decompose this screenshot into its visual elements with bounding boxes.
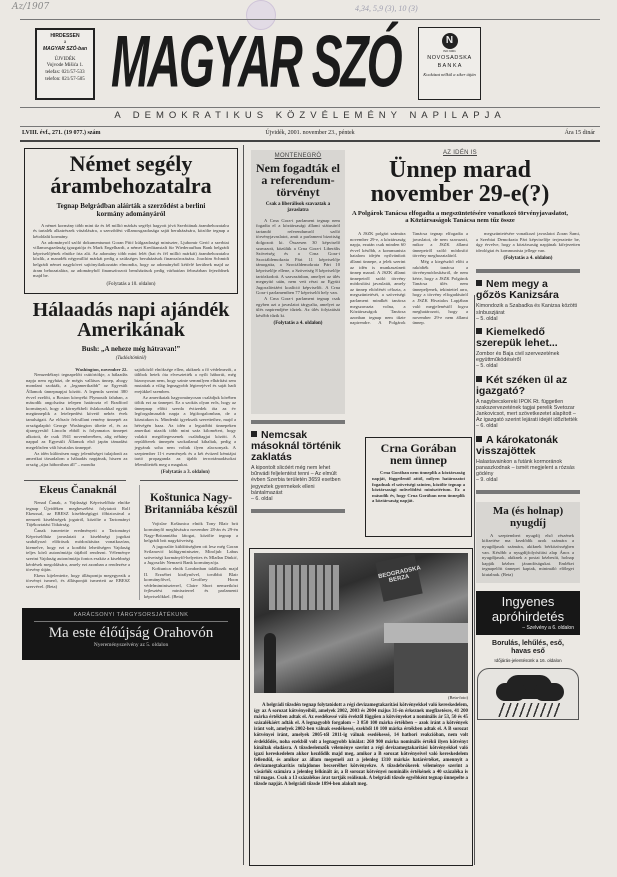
desc: A nagybecskereki IPOK Rt. független szakszervezetének tagjai perelik Svetozar Jankovicsot, mert szövetkezetet alapított – Az igazgató szerint lejárati idejét időzítették: [476, 398, 578, 424]
bank-name-2: B A N K A: [437, 63, 462, 69]
headline[interactable]: Hálaadás napi ajándék Amerikának: [32, 298, 230, 342]
paragraph: A német kormány több mint tíz és fél millió márkás segélyt hagyott jóvá Szerbiának árambehozatalra és tartalék alkatrészek vásárlására, a szerződést villamosgazdasága saját beruházására, közölte tegnap a kétoldalú kormány.: [33, 222, 229, 240]
paragraph: Čanak ismertette eredményeit a Tartományi Képviselőház javaslatait a kisebbségi jogokat szabályozó előírások módosítására vonatkozóan, kiemelve, hogy ezt a korábbi lehetőségen Vajdaság teljes körű autonómiája útjából rendezni. Véleménye szerint Vajdaság autonómiája fontos eszköz a kisebbségi kérdések megoldására, amely ezt azonban a rendezése a törvény útján.: [26, 528, 130, 573]
weather-title: Borulás, lehűlés, eső, havas eső: [492, 639, 564, 655]
handwriting: Az/1907: [12, 2, 50, 12]
stamp-note: 4,34, 5,9 (3), 10 (3): [355, 4, 418, 13]
headline[interactable]: Nem fogadták el a referendum-törvényt: [256, 161, 340, 200]
teaser-desc: A kipontolt slicóért még nem lehet bűnvádi feljelentést tenni – Az elmúlt évben Szerbia területén 3659 esetben jegyeztek gyermekek elleni bántalmazást: [251, 465, 341, 496]
article-montenegro: [251, 150, 345, 414]
paragraph: Az adományról szóló dokumentumot Goran Pitić külgazdasági miniszter, Ljubomir Gerić a szerbiai villamosgazdaság igazgatója és Mark Engelhardt, a német Kreditanstalt für Wiederaufbau Bank belgrádi képviselőjének elnöke írta alá. Az adomány több mint felét (hat és fél millió márkát) árambehozatalra közlik, a maradék négymillió márkát pedig a szükséges beruházások finanszírozására. Joachim Schmidt belgrádi német nagykövet sajtónyilatkozatán elmondta, hogy az adományból kétfelé kerülnek majd az áram behozatalára, az adományból finanszírozott beruházások pedig várhatóan februárban fejeződnek majd be.: [33, 239, 229, 279]
bullet-square-icon: [476, 328, 482, 334]
photo-credit: (Beta-foto): [448, 695, 468, 700]
teaser-page: – 6. oldal: [251, 496, 273, 503]
bottom-left-row: [24, 485, 238, 600]
paragraph: A JSZK polgári számára november 29-e, a köztársaság napja, ezután csak minden 60 évvel később, a kommunista hatalom idején nyilvánított állami ünnepe, a jelek szerint az idén is munkaszüneti ünnep marad. A JSZK állami ünnepeiről szóló törvény módosítási javaslatát, amely az ünnep eltörlését célozta, a megszüntetését, a szövetségi parlament mindkét tanácsa megszavazta volna, a Köztársaságok Tanácsa azonban tegnap nem tűzte napirendre. A Polgárok Tanácsa tegnap elfogadta a javaslatot, de nem szavazott, mikor a JSZK állami ünnepeiről szóló módosító törvény meghozataláról.: [350, 230, 468, 326]
teaser-title-text: Nemcsak másoknál történik zaklatás: [251, 429, 341, 463]
paragraph: Nemzedéknyi tegnapelőtt csütörtökje, a hálaadás napja nem egyházi, de mégis vallásos ünnep, ahogy mondani szokták, a „legamerikaibb” az Egyesült Államok ünnepnapjai között. A legenda szerint 380 évvel ezelőtt, a Boston környéki Plymouth faluban, a második angolszász telepen határozta el Bradford kormányzó, hogy a környékbeli őslakosokkal együtt megünneplik a letelepedést követő nehéz évek tanulságait. Az először felcsillant remény ünnepét az országalapító George Washington ültette el, és az újraegyesítő Lincoln ebből is folyamatos ünnepet alkotott, de csak 1941 novemberében, alig néhány nappal az Egyesült Államok első japán támadást megelőzően vált hivatalos ünneppé.: [26, 372, 128, 450]
subheadline: A Polgárok Tanácsa elfogadta a megszüntetésére vonatkozó törvényjavaslatot, a Köztársaságok Tanácsa nem tűz össze: [351, 209, 569, 225]
ad-line: MAGYAR SZÓ-ban: [42, 46, 88, 53]
bullet-square-icon: [476, 280, 482, 286]
ad-line: telefon: 021/57-505: [45, 76, 85, 82]
banner-kicker: KARÁCSONYI TÁRGYSORSJÁTÉKUNK: [73, 611, 189, 618]
sidebar-item-title: [476, 375, 580, 397]
paragraph: Koštunica elnök Londonban találkozik majd II. Erzsébet királynővel, továbbá Blair kormányfővel, Geoffrey Hoon védelmiminiszterrel, Claire Short nemzetközi fejlesztési miniszterrel és parlamenti képviselőkkel. (Beta): [144, 566, 238, 600]
paragraph: A belgrádi tőzsdén tegnap folytatódott a régi devizamegtakarítási kötvényekkel való kereskedelem, így az A sorozat kötvényeiből, amelyek 2002, 2003 és 2004 május 31-én érkeznek megfizetésre, 41 200 márka értékben adtak el. Az esedékessé váló évektől függően a kötvényeket a nominális ár 53, 50 és 45 százalékáért adták el. A legnagyobb forgalom – 3 850 100 márka értékben – azok iránt a kötvények iránt volt, amelyek 2002-ben válnak esedékessé, ezekből 10 100 márka értékben adtak el. A B sorozat kötvényei iránt, amelyek 2005-től 2011-ig válnak esedékessé, 14 hatbori reakcióban, nem volt érdeklődés, noha ezekből volt a legnagyobb kínálat: 260 900 márka nominális értékű ilyen kötvényt kínáltak eladásra. A tőzsdeelemzők véleménye szerint a régi devizamegtakarítási kötvényekkel való igazi kereskedelem akkor kezdődik majd meg, amikor a B sorozat kötvényeivel való kereskedelem fellendül, és amikor az állam megemeli azt a jelenleg 1310 márkás határértéket, amennyit a devizamegtakarítás tulajdonos becserélhet kötvényekre. A tőzsdebrókerek véleménye szerint a vásárlók számára a jelenleg felkínált ár, a B sorozat kötvényei nominális értékének a 40 százaléka is túl magas. Csak a 13 százalékos árat tartják reálisnak. A belgrádi tőzsde egyébként tegnap ünnepelte a tőzsde napját. A belgrádi tőzsde 1894-ben alakult meg.: [254, 703, 468, 788]
issue-number: LVIII. évf., 271. (19 077.) szám: [22, 130, 101, 136]
teaser-text: [251, 465, 347, 502]
stock-exchange-photo: [254, 553, 468, 693]
bullet-square-icon: [251, 431, 257, 437]
photo-sign: BEOGRADSKA BERZA: [375, 554, 422, 601]
continued-label: (Folytatás a 3. oldalon): [160, 470, 210, 476]
article-kostunica: [139, 485, 238, 600]
ad-line-3: – Szelvény a 6. oldalon: [522, 624, 574, 631]
sidebar-item[interactable]: [476, 327, 580, 370]
paragraph: Vojislav Koštunica elnök Tony Blair brit kormányfő meghívására november 28-án és 29-én Nagy-Britanniába látogat, közölte tegnap a belgrádi brit nagykövetség.: [144, 521, 238, 544]
subheadline: Csak a liberálisok szavaztak a javaslatra: [265, 201, 331, 213]
desc: Kimondozik a Szabadka és Kanizsa közötti sínbuszjárat: [476, 303, 577, 316]
sidebar: [476, 279, 580, 488]
sidebar-item[interactable]: [476, 435, 580, 484]
headline[interactable]: Crna Gorában nem ünnep: [380, 441, 457, 468]
divider: [24, 480, 238, 481]
bank-slogan: Kockázat nélkül a siker útján: [423, 72, 476, 77]
iso-label: ISO 9001: [443, 49, 456, 53]
tagline: A DEMOKRATIKUS KÖZVÉLEMÉNY NAPILAPJA: [114, 110, 506, 121]
paragraph: megszüntetésére vonatkozó javaslatot Zoran Šami, a Szerbiai Demokrata Párt képviselője terjesztette be, úgy érvelve, hogy a köztársaság napjának kifejezetten ideológiai és kommunista jellege van.: [476, 230, 580, 253]
sidebar-item[interactable]: [476, 375, 580, 430]
paragraph: Az idén különösen nagy jelentőséget tulajdonít az amerikai társadalom a hálaadás napjának, hiszen az ország „újra háborúban áll” – mondta: [26, 450, 128, 467]
ad-line: HIRDESSEN: [50, 33, 80, 39]
issue-date: Újvidék, 2001. november 23., péntek: [265, 130, 355, 136]
ad-line: ÚJVIDÉK: [54, 56, 76, 62]
headline[interactable]: Német segély árambehozatalra: [50, 151, 212, 199]
logo-letter: N: [445, 35, 454, 46]
newspaper-title: MAGYAR SZÓ: [111, 21, 401, 103]
weather: [476, 640, 580, 720]
continued-label: (Folytatás a 4. oldalon): [503, 256, 553, 262]
page-ref: – 6. oldal: [476, 423, 498, 430]
article-body: [26, 367, 236, 476]
sidebar-item-title: [476, 279, 580, 301]
continued-label: (Folytatás a 10. oldalon): [106, 281, 156, 287]
sidebar-item[interactable]: [476, 279, 580, 322]
bullet-square-icon: [476, 436, 482, 442]
article-crna-gora: [365, 437, 472, 537]
sidebar-item-text: [476, 351, 580, 370]
paragraph: Még a kiegészítő előtt a rakódték tanácsa a törvénymódosításról, de nem kérte, hogy a JSZK Polgárok Tanácsa ülés nem ünnepeljenek, tekintettel arra, hogy a törvény elfogadásáról a JSZK Hivatalos Lapjában való megjelenéstől fogva meghatározott, hogy a november 29-e nem állami ünnep.: [412, 258, 468, 326]
left-column: [24, 148, 238, 660]
headline[interactable]: Koštunica Nagy-Britanniába készül: [144, 491, 238, 516]
left-ad-box: [35, 28, 95, 100]
title-text: Kiemelkedő szerepük lehet...: [476, 325, 558, 349]
rain-cloud-icon: [477, 668, 579, 720]
sidebar-item-title: [476, 327, 580, 349]
bullet-square-icon: [476, 376, 482, 382]
article-ekeus: [26, 485, 130, 600]
paragraph: A Crna Gora-i parlament tegnap nem fogadta el a köztársasági állami státusáról tartandó referendumról szóló törvényjavaslatot, amit a parlament bizottság dolgozott ki. Összesen 30 képviselő szavazott, közülük a Crna Gora-i Liberális Szövetség és a Crna Gora-i Szociáldemokrata Párt 11 képviselője támogatta, a Szociáldemokrata Párt 10 képviselője ellene, a Szövetség 8 képviselője tartózkodott. A szavazásban, amelyet az ülés megnyitó után, nem vett részt az Együtt Jugoszláviáért koalíció képviselői. A Crna Gora-i parlamentben 77 képviselői hely van.: [256, 217, 340, 296]
ad-line: telefax: 021/57-533: [45, 69, 85, 75]
page-ref: – 5. oldal: [476, 363, 498, 370]
weather-text: Időjárás-jelentésünk a 16. oldalon: [494, 657, 562, 663]
dateline: Washington, november 22.: [75, 366, 128, 372]
classified-ad[interactable]: [476, 591, 580, 635]
promo-banner[interactable]: [22, 608, 240, 660]
article-nyugdij: [476, 502, 580, 582]
paragraph: Nenad Čanak, a Vajdasági Képviselőház elnöke tegnap Újvidéken megbeszélést folytatott Rolf Ekeussal, az EBESZ kisebbségügyi főbiztosával a nemzeti kisebbségek jogairól, közölte a Tartományi Tájékoztatási Titkárság.: [26, 500, 130, 528]
headline[interactable]: Ma (és holnap) nyugdíj: [492, 505, 564, 529]
title-text: A károkatonák visszajöttek: [476, 433, 558, 457]
article-halaadas: [24, 300, 238, 476]
continued-label: (Folytatás a 4. oldalon): [273, 321, 323, 327]
subheadline: Bush: „A neheze még hátravan!”: [81, 344, 181, 353]
banner-text: Nyereményszelvény az 5. oldalon: [93, 641, 169, 648]
paragraph: A Crna Gora-i parlament tegnap csak egyben azt a javaslatot tárgyalta, amelyet az ülés napirendjére tűztek. Az ülés folytatását később tűzik ki.: [256, 296, 340, 318]
kicker: AZ IDÉN IS: [442, 150, 477, 156]
teaser-title: [251, 430, 347, 463]
paragraph: sajtóközlő elnöksége ellen, akiknek a fő védelmezői, a tálibok hetek óta elvesztették a nyílt háborút, még bizonyosan nem, hogy szinte semmilyen elhárítást sem mutattak a világ legnagyobb légierejével és saját hadi erejükkel szemben.: [134, 366, 236, 394]
bank-name: NOVOSADSKA: [427, 55, 472, 61]
unnep-body-col3: [476, 231, 580, 261]
kicker: MONTENEGRÓ: [274, 153, 322, 159]
title-text: Két széken ül az igazgató?: [476, 373, 568, 397]
desc: Zombor és Baja civil szervezetének együttműködéséről: [476, 350, 560, 364]
title-text: Nem megy a gőzös Kanizsára: [476, 278, 559, 302]
ad-line: a: [63, 39, 67, 45]
paragraph: A jugoszláv küldöttségben ott lesz még Goran Svilanović külügyminiszter, Miroljub Labus szövetségi kormányfő-helyettes és Mlađan Dinkić, a Jugoszláv Nemzeti Bank kormányzója.: [144, 543, 238, 566]
source: (Tudósítónktól): [115, 355, 147, 361]
sidebar-item-text: [476, 399, 580, 430]
paragraph: Ekeus kijelentette, hogy álláspontja megegyezik a törvényt ismerő, és állásponját ismerteti az EBESZ szervével. (Beta): [26, 572, 130, 589]
right-ad-box: [418, 27, 481, 100]
page-ref: – 9. oldal: [476, 477, 498, 484]
price: Ára 15 dinár: [564, 130, 595, 136]
bank-logo-icon: [442, 33, 458, 49]
subheadline: Tegnap Belgrádban aláírták a szerződést a berlini kormány adományáról: [56, 201, 206, 218]
paragraph: A szeptemberi nyugdíj első részének kifizetése ma kezdődik azok számára a nyugdíjasok számára, akiknek bérközösségben van. Később a nyugdíjfolyósítási alap Ános a nyugdíjasok, akiknek a postai kézbesíti, holnap kapják kézhez járandóságukat. Emlékei tegnapelőtt ünnepet kaptak, minimáló előleget kiutalnak. (Beta): [482, 532, 574, 577]
paragraph: Az amerikaiak hagyományosan családjuk körében töltik ezt az ünnepet. Ez a szokás olyan erős, hogy az ünnepnap előtti szerda évtizedek óta az év legforgalmasabb napja a légiforgalomban, de a közutakon is. Mindenki igyekszik szeretteihez, majd a hétvégén haza. Az idén a legutóbbi ünnepeken amerikai utazók több mint száz kilométert, hogy valakit megöltegessenek családtagjai között. A repülőterek ünnepén szokatlanul kihaltak, pedig a jegyárak soha nem voltak ilyen alacsonyak. A szeptember 11-i események és a két évtized kémiájai tartó propaganda az újabb terrortámadásokat félemlítették meg a magukat.: [134, 394, 236, 467]
desc: Halastavainkon a futánk kormoránok panaszkodnak – ismét megjelent a rózsás gödény: [476, 458, 575, 477]
article-nemet-segely: [24, 148, 238, 294]
page-ref: – 5. oldal: [476, 315, 498, 322]
banner-title: Ma este élőújság Orahovón: [48, 624, 214, 641]
middle-left-column: [251, 150, 347, 513]
paragraph: Crna Gorában nem ünneplik a köztársaság napját, függetlenül attól, milyen határozatot fogadnak el szövetségi szinten, közölte tegnap a köztársasági művelődési minisztérium. Ez a második év, hogy Crna Gorában nem ünneplik a köztársaság napját.: [372, 470, 465, 504]
headline[interactable]: Ünnep marad november 29-e(?): [370, 157, 550, 208]
headline[interactable]: Ekeus Čanaknál: [39, 483, 117, 496]
sidebar-item-text: [476, 303, 580, 322]
teaser-nemcsak[interactable]: [251, 430, 347, 507]
ad-line-1: Ingyenes: [501, 593, 555, 609]
ad-line-2: apróhirdetés: [491, 608, 565, 624]
right-column: [476, 231, 580, 720]
sidebar-item-text: [476, 459, 580, 484]
sidebar-item-title: [476, 435, 580, 457]
article-tozsde: [249, 548, 473, 866]
ad-line: Vojvode Mišića 1.: [46, 63, 84, 69]
